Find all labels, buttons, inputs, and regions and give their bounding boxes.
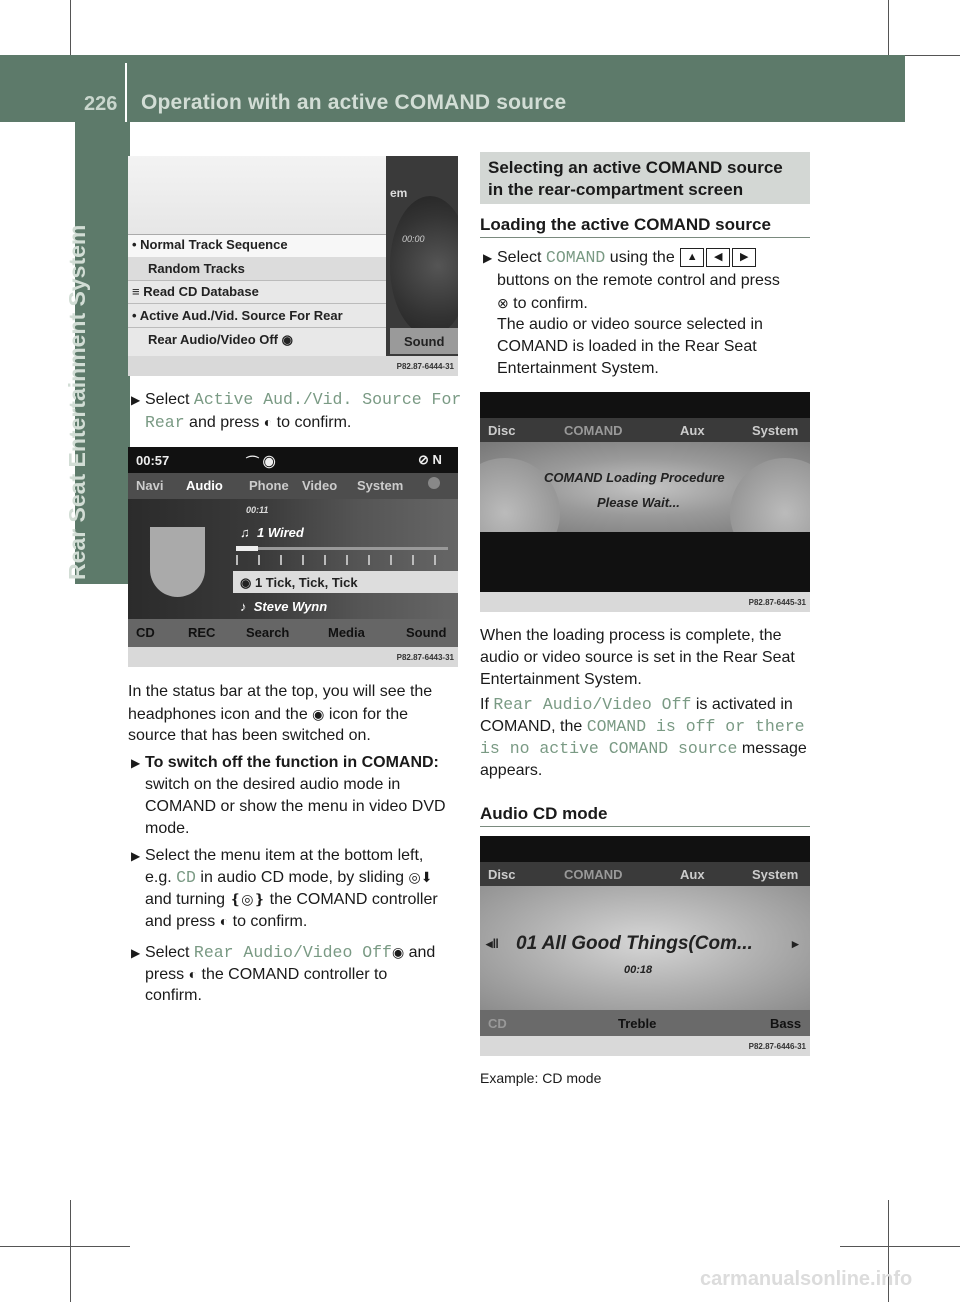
crop-mark	[840, 1246, 960, 1247]
step-1: ▶ Select Active Aud./Vid. Source For	[131, 390, 462, 409]
tab: Disc	[488, 867, 516, 882]
arrow-icon: ▶	[131, 393, 141, 407]
step-3-line: and press ◐ to confirm.	[145, 910, 307, 933]
tab: Disc	[488, 423, 516, 438]
track-2: ◉ 1 Tick, Tick, Tick	[240, 575, 358, 590]
tab: Navi	[136, 478, 164, 493]
paragraph: In the status bar at the top, you will see the	[128, 683, 433, 700]
crop-mark	[70, 1200, 71, 1302]
screenshot-audio	[128, 447, 458, 667]
menu-side-text: em	[390, 186, 408, 200]
step-2-line: switch on the desired audio mode in	[145, 776, 401, 793]
figure-caption: Example: CD mode	[480, 1070, 602, 1086]
bottom-item: Search	[246, 625, 290, 640]
cd-icon: ◉	[240, 575, 252, 590]
cd-icon: ◉	[391, 944, 405, 960]
tab: COMAND	[564, 867, 623, 882]
paragraph: When the loading process is complete, the	[480, 627, 782, 644]
step-2-line: mode.	[145, 820, 190, 837]
subheading-audio: Audio CD mode	[480, 804, 608, 823]
menu-item: • Normal Track Sequence	[132, 237, 288, 252]
bottom-item: Sound	[406, 625, 447, 640]
sound-label: Sound	[404, 334, 445, 349]
screenshot-cd	[480, 836, 810, 1056]
menu-time: 00:00	[402, 234, 425, 244]
paragraph: is no active COMAND source message	[480, 739, 807, 758]
step-line: Entertainment System.	[497, 360, 659, 377]
ok-icon: ⊗	[497, 295, 509, 311]
paragraph: audio or video source is set in the Rear Seat	[480, 649, 795, 666]
up-key-icon: ▲	[680, 248, 704, 267]
step-select-comand: ▶ Select COMAND using the ▲ ◀ ▶	[483, 247, 757, 269]
paragraph: If Rear Audio/Video Off is activated in	[480, 695, 793, 714]
right-key-icon: ▶	[732, 248, 756, 267]
step-2: ▶ To switch off the function in COMAND:	[131, 752, 439, 774]
arrow-icon: ▶	[131, 756, 141, 770]
page-header	[0, 55, 905, 122]
watermark: carmanualsonline.info	[700, 1268, 913, 1290]
step-1-cont: Rear and press ◐ to confirm.	[145, 413, 352, 432]
header-divider	[125, 63, 127, 122]
rule	[480, 826, 810, 827]
tab: Aux	[680, 423, 705, 438]
screenshot-menu	[128, 156, 458, 376]
paragraph: Entertainment System.	[480, 671, 642, 688]
step-3: ▶ Select the menu item at the bottom left,	[131, 845, 423, 867]
tab: Video	[302, 478, 338, 493]
status-right: ⊘ N	[418, 452, 442, 467]
step-4-line: confirm.	[145, 987, 202, 1004]
page-title: Operation with an active COMAND source	[141, 91, 567, 114]
cd-icon: ◉	[312, 706, 325, 722]
bottom-item: Bass	[770, 1016, 802, 1031]
cd-icon: ◉	[281, 332, 293, 347]
page-number: 226	[84, 93, 118, 115]
tab: System	[357, 478, 404, 493]
tab: System	[752, 867, 799, 882]
track-time: 00:18	[624, 964, 653, 976]
image-code: P82.87-6444-31	[396, 362, 454, 371]
menu-item: Random Tracks	[148, 261, 245, 276]
rule	[480, 237, 810, 238]
crop-mark	[0, 1246, 130, 1247]
menu-item: ≡ Read CD Database	[132, 284, 259, 299]
subheading-loading: Loading the active COMAND source	[480, 215, 771, 234]
tab: COMAND	[564, 423, 623, 438]
prev-icon: ◂‖	[486, 936, 499, 951]
bottom-item: REC	[188, 625, 216, 640]
press-icon: ◐	[263, 414, 273, 430]
press-icon: ◐	[219, 913, 229, 929]
menu-item: Rear Audio/Video Off ◉	[148, 332, 293, 347]
loading-message: COMAND Loading Procedure	[544, 470, 725, 485]
paragraph: headphones icon and the ◉ icon for the	[128, 703, 408, 726]
status-time: 00:57	[136, 453, 170, 468]
track-time: 00:11	[246, 505, 269, 515]
artist: ♪ Steve Wynn	[240, 599, 328, 614]
section-title: Selecting an active COMAND source	[488, 158, 783, 177]
section-title: in the rear-compartment screen	[488, 180, 744, 199]
sidebar-title: Rear Seat Entertainment System	[64, 224, 90, 580]
menu-item: • Active Aud./Vid. Source For Rear	[132, 308, 343, 323]
paragraph: source that has been switched on.	[128, 727, 371, 744]
loading-message: Please Wait...	[597, 495, 680, 510]
step-line: buttons on the remote control and press	[497, 272, 780, 289]
track-1: ♫ 1 Wired	[240, 525, 304, 540]
arrow-icon: ▶	[483, 251, 493, 265]
step-3-line: and turning ❴◎❵ the COMAND controller	[145, 888, 438, 911]
step-line: The audio or video source selected in	[497, 316, 763, 333]
step-line: COMAND is loaded in the Rear Seat	[497, 338, 757, 355]
slide-down-icon: ◎⬇	[408, 869, 433, 885]
step-line: ⊗ to confirm.	[497, 292, 588, 315]
screenshot-loading	[480, 392, 810, 612]
turn-icon: ❴◎❵	[229, 891, 266, 907]
tab: System	[752, 423, 799, 438]
image-code: P82.87-6443-31	[396, 653, 454, 662]
image-code: P82.87-6445-31	[748, 598, 806, 607]
step-3-line: e.g. CD in audio CD mode, by sliding ◎⬇	[145, 868, 433, 887]
bottom-item: CD	[488, 1016, 507, 1031]
image-code: P82.87-6446-31	[748, 1042, 806, 1051]
tab: Audio	[186, 478, 223, 493]
tab: Phone	[249, 478, 289, 493]
next-icon: ▸	[792, 936, 799, 951]
left-key-icon: ◀	[706, 248, 730, 267]
paragraph: appears.	[480, 762, 543, 779]
arrow-icon: ▶	[131, 849, 141, 863]
bottom-item: CD	[136, 625, 155, 640]
step-4: ▶ Select Rear Audio/Video Off◉ and	[131, 943, 436, 962]
press-icon: ◐	[188, 966, 198, 982]
bottom-item: Treble	[618, 1016, 657, 1031]
tab: Aux	[680, 867, 705, 882]
track-title: 01 All Good Things(Com...	[516, 933, 753, 954]
step-4-line: press ◐ the COMAND controller to	[145, 963, 387, 986]
step-2-line: COMAND or show the menu in video DVD	[145, 798, 446, 815]
paragraph: COMAND, the COMAND is off or there	[480, 717, 805, 736]
arrow-icon: ▶	[131, 946, 141, 960]
bottom-item: Media	[328, 625, 365, 640]
headphones-icon: ⌒ ◉	[246, 455, 276, 470]
